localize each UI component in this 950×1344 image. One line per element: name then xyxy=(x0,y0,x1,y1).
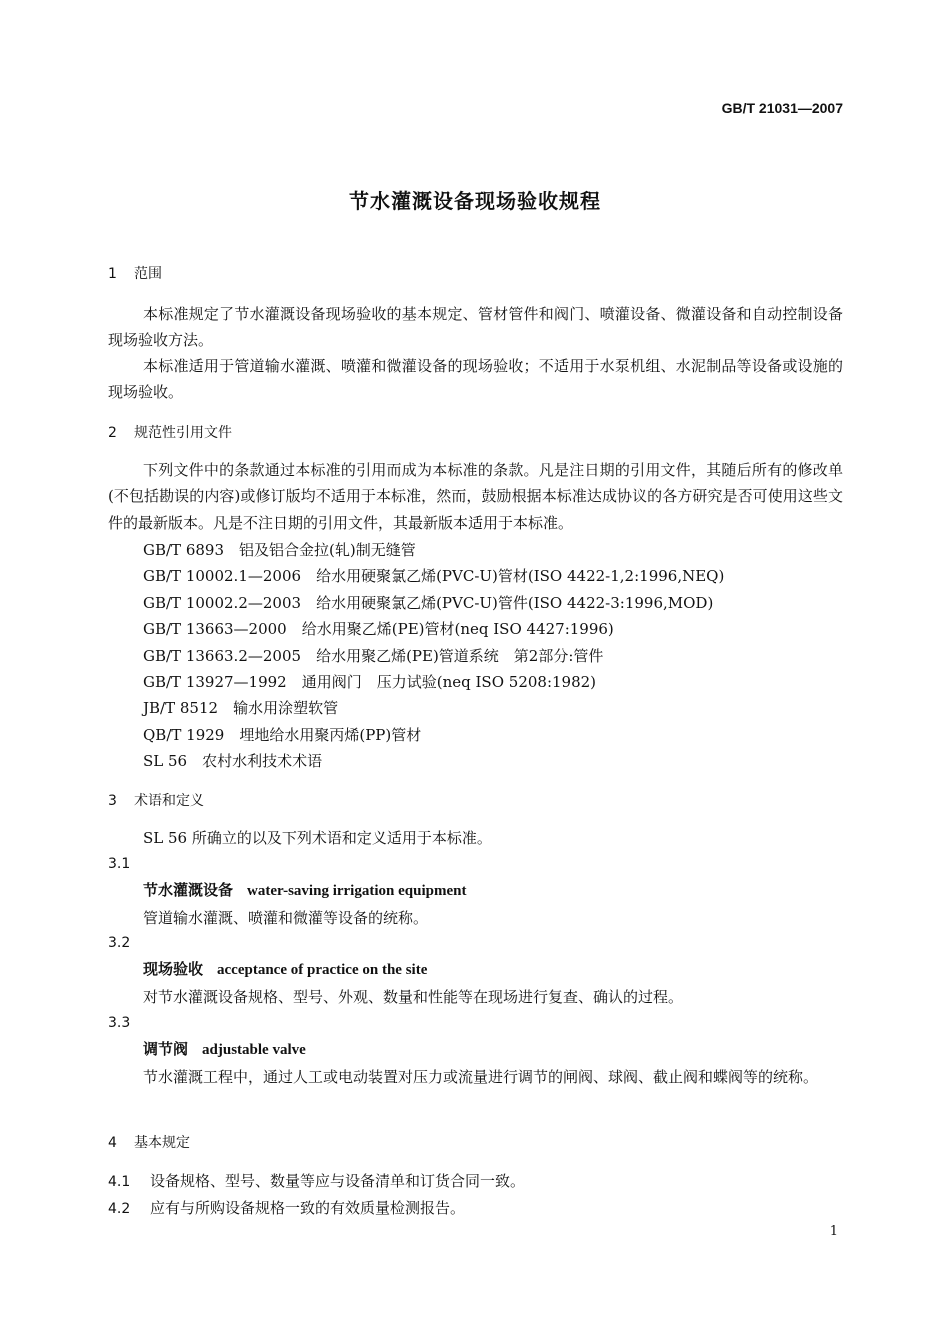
clause-text: 应有与所购设备规格一致的有效质量检测报告。 xyxy=(150,1199,466,1218)
section-title: 规范性引用文件 xyxy=(134,425,232,441)
term-zh: 现场验收 xyxy=(143,960,204,979)
section-2-heading xyxy=(108,420,843,446)
term-number: 3.1 xyxy=(108,856,131,872)
reference-item xyxy=(108,590,843,616)
reference-list xyxy=(108,537,843,775)
term-name xyxy=(108,956,843,983)
term-name xyxy=(108,877,843,904)
ref-code: JB/T 8512 xyxy=(143,699,219,718)
term-en: acceptance of practice on the site xyxy=(217,962,428,979)
reference-item xyxy=(108,748,843,774)
term-3-2 xyxy=(108,930,843,1010)
ref-code: SL 56 xyxy=(143,752,188,771)
clause-item xyxy=(108,1195,843,1222)
term-zh: 节水灌溉设备 xyxy=(143,881,234,900)
page-number: 1 xyxy=(829,1224,838,1239)
ref-title: 给水用聚乙烯(PE)管道系统 第2部分:管件 xyxy=(316,646,604,665)
clause-number: 4.1 xyxy=(108,1174,131,1190)
term-3-1 xyxy=(108,851,843,931)
section-number: 1 xyxy=(108,266,117,282)
ref-code: GB/T 10002.2—2003 xyxy=(143,593,302,612)
reference-item xyxy=(108,722,843,748)
term-definition: 管道输水灌溉、喷灌和微灌等设备的统称。 xyxy=(143,908,429,927)
section-title: 术语和定义 xyxy=(134,793,204,809)
section-number: 3 xyxy=(108,793,117,809)
section-1-heading xyxy=(108,261,843,287)
term-number: 3.2 xyxy=(108,935,131,951)
reference-item xyxy=(108,537,843,563)
term-number: 3.3 xyxy=(108,1015,131,1031)
section-title: 基本规定 xyxy=(134,1135,190,1151)
ref-code: GB/T 6893 xyxy=(143,541,225,559)
reference-item xyxy=(108,695,843,721)
term-definition: 对节水灌溉设备规格、型号、外观、数量和性能等在现场进行复查、确认的过程。 xyxy=(143,987,684,1006)
term-definition: 节水灌溉工程中，通过人工或电动装置对压力或流量进行调节的闸阀、球阀、截止阀和蝶阀等的统称。 xyxy=(143,1067,819,1086)
ref-title: 埋地给水用聚丙烯(PP)管材 xyxy=(239,725,422,744)
ref-title: 给水用硬聚氯乙烯(PVC-U)管材(ISO 4422-1,2:1996,NEQ) xyxy=(316,567,725,586)
clause-text: 设备规格、型号、数量等应与设备清单和订货合同一致。 xyxy=(150,1172,526,1190)
term-3-3 xyxy=(108,1010,843,1090)
term-zh: 调节阀 xyxy=(143,1040,189,1059)
paragraph: 本标准适用于管道输水灌溉、喷灌和微灌设备的现场验收；不适用于水泵机组、水泥制品等设备或设施的现场验收。 xyxy=(108,357,843,402)
section-3-heading xyxy=(108,788,843,814)
ref-title: 输水用涂塑软管 xyxy=(233,699,339,718)
clause-item xyxy=(108,1168,843,1195)
paragraph: 下列文件中的条款通过本标准的引用而成为本标准的条款。凡是注日期的引用文件，其随后所有的修改单(不包括勘误的内容)或修订版均不适用于本标准，然而，鼓励根据本标准达成协议的各方研究是否可使用这些文件的最新版本。凡是不注日期的引用文件，其最新版本适用于本标准。 xyxy=(108,461,843,532)
ref-code: GB/T 10002.1—2006 xyxy=(143,567,302,586)
ref-title: 铝及铝合金拉(轧)制无缝管 xyxy=(239,541,416,559)
ref-title: 通用阀门 压力试验(neq ISO 5208:1982) xyxy=(301,673,597,692)
section-number: 4 xyxy=(108,1135,117,1151)
reference-item xyxy=(108,616,843,642)
clause-list xyxy=(108,1168,843,1223)
ref-code: QB/T 1929 xyxy=(143,725,225,744)
reference-item xyxy=(108,563,843,589)
term-en: water-saving irrigation equipment xyxy=(247,883,467,900)
clause-number: 4.2 xyxy=(108,1201,131,1218)
paragraph: SL 56 所确立的以及下列术语和定义适用于本标准。 xyxy=(143,829,492,847)
section-number: 2 xyxy=(108,425,117,441)
paragraph: 本标准规定了节水灌溉设备现场验收的基本规定、管材管件和阀门、喷灌设备、微灌设备和自动控制设备现场验收方法。 xyxy=(108,305,843,350)
ref-title: 农村水利技术术语 xyxy=(202,752,323,771)
section-4-heading xyxy=(108,1130,843,1156)
ref-code: GB/T 13663—2000 xyxy=(143,620,287,639)
ref-code: GB/T 13663.2—2005 xyxy=(143,646,302,665)
ref-title: 给水用聚乙烯(PE)管材(neq ISO 4427:1996) xyxy=(301,620,614,639)
ref-code: GB/T 13927—1992 xyxy=(143,673,287,692)
reference-item xyxy=(108,643,843,669)
document-title: 节水灌溉设备现场验收规程 xyxy=(349,189,601,213)
section-title: 范围 xyxy=(134,266,162,282)
term-en: adjustable valve xyxy=(202,1042,306,1059)
reference-item xyxy=(108,669,843,695)
standard-number: GB/T 21031—2007 xyxy=(721,100,843,116)
term-name xyxy=(108,1036,843,1063)
ref-title: 给水用硬聚氯乙烯(PVC-U)管件(ISO 4422-3:1996,MOD) xyxy=(316,593,714,612)
